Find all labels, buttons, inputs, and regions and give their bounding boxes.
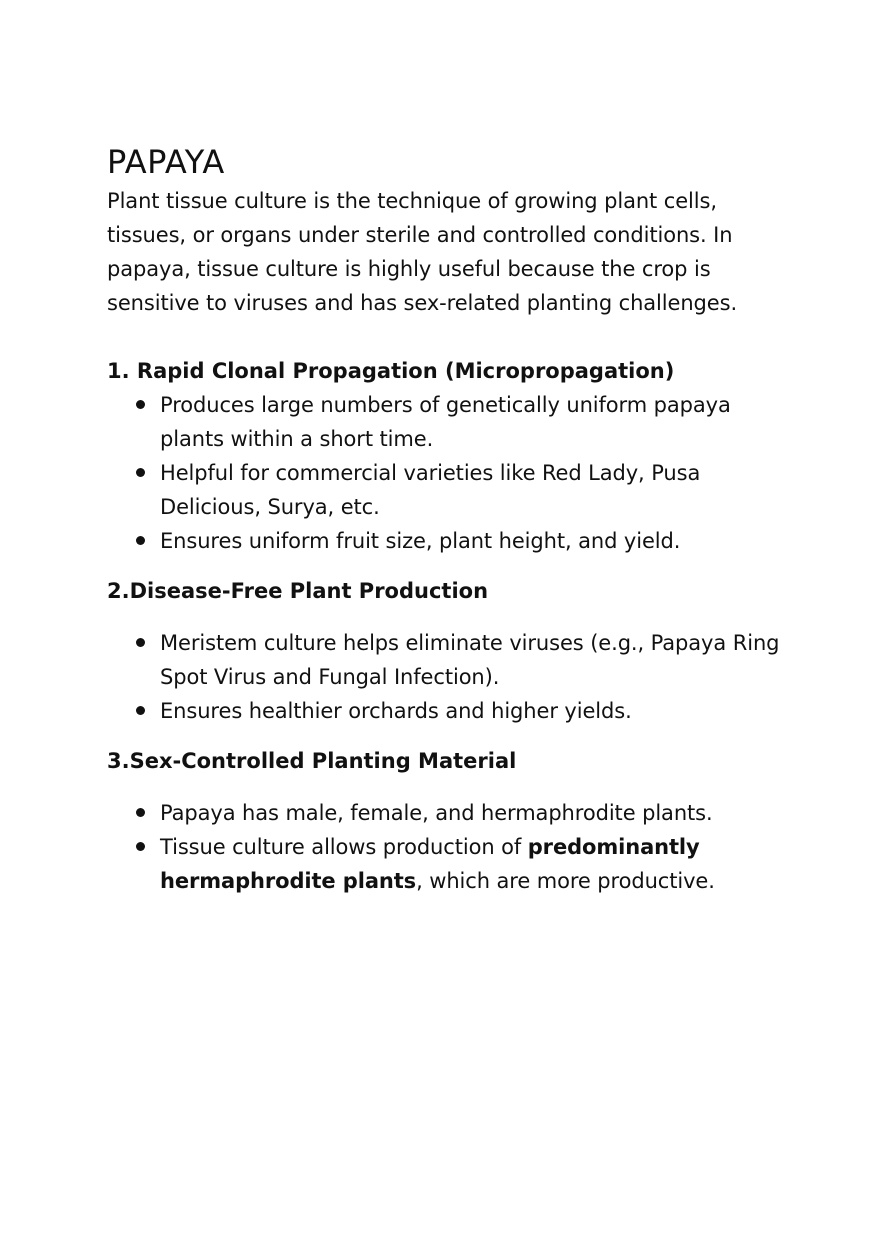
- list-item: [107, 524, 797, 558]
- section-heading-disease-free-production: 2.Disease-Free Plant Production: [107, 579, 489, 603]
- bullet-dot-icon: [136, 400, 145, 409]
- bullet-dot-icon: [136, 808, 145, 817]
- bullet-list-disease-free-production: [107, 626, 797, 728]
- list-item-text: Ensures healthier orchards and higher yields.: [160, 699, 632, 723]
- list-item-text: Helpful for commercial varieties like Red Lady, Pusa Delicious, Surya, etc.: [160, 461, 701, 519]
- bullet-list-sex-controlled-planting: [107, 796, 797, 898]
- bullet-dot-icon: [136, 638, 145, 647]
- section-heading-sex-controlled-planting: 3.Sex-Controlled Planting Material: [107, 749, 517, 773]
- bullet-dot-icon: [136, 706, 145, 715]
- list-item-text: Ensures uniform fruit size, plant height, and yield.: [160, 529, 681, 553]
- list-item: [107, 626, 797, 694]
- list-item-text-part: Tissue culture allows production of: [160, 835, 528, 859]
- intro-paragraph: Plant tissue culture is the technique of growing plant cells, tissues, or organs under sterile and controlled conditions. In papaya, tissue culture is highly useful because the crop is sensitive to viruses and has sex-related planting challenges.: [107, 189, 738, 315]
- list-item: [107, 456, 797, 524]
- bullet-dot-icon: [136, 536, 145, 545]
- bullet-dot-icon: [136, 468, 145, 477]
- bold-emphasis: predominantly hermaphrodite plants: [160, 835, 700, 893]
- document-page: [107, 140, 797, 898]
- list-item: [107, 830, 797, 898]
- page-title: PAPAYA: [107, 143, 225, 181]
- list-item-text: Meristem culture helps eliminate viruses (e.g., Papaya Ring Spot Virus and Fungal Infection).: [160, 631, 780, 689]
- list-item: [107, 796, 797, 830]
- list-item: [107, 694, 797, 728]
- section-heading-rapid-clonal-propagation: 1. Rapid Clonal Propagation (Micropropagation): [107, 359, 675, 383]
- bullet-dot-icon: [136, 842, 145, 851]
- bullet-list-rapid-clonal-propagation: [107, 388, 797, 558]
- list-item-text: Produces large numbers of genetically uniform papaya plants within a short time.: [160, 393, 731, 451]
- list-item-text-part: , which are more productive.: [416, 869, 715, 893]
- list-item: [107, 388, 797, 456]
- list-item-text: Papaya has male, female, and hermaphrodite plants.: [160, 801, 713, 825]
